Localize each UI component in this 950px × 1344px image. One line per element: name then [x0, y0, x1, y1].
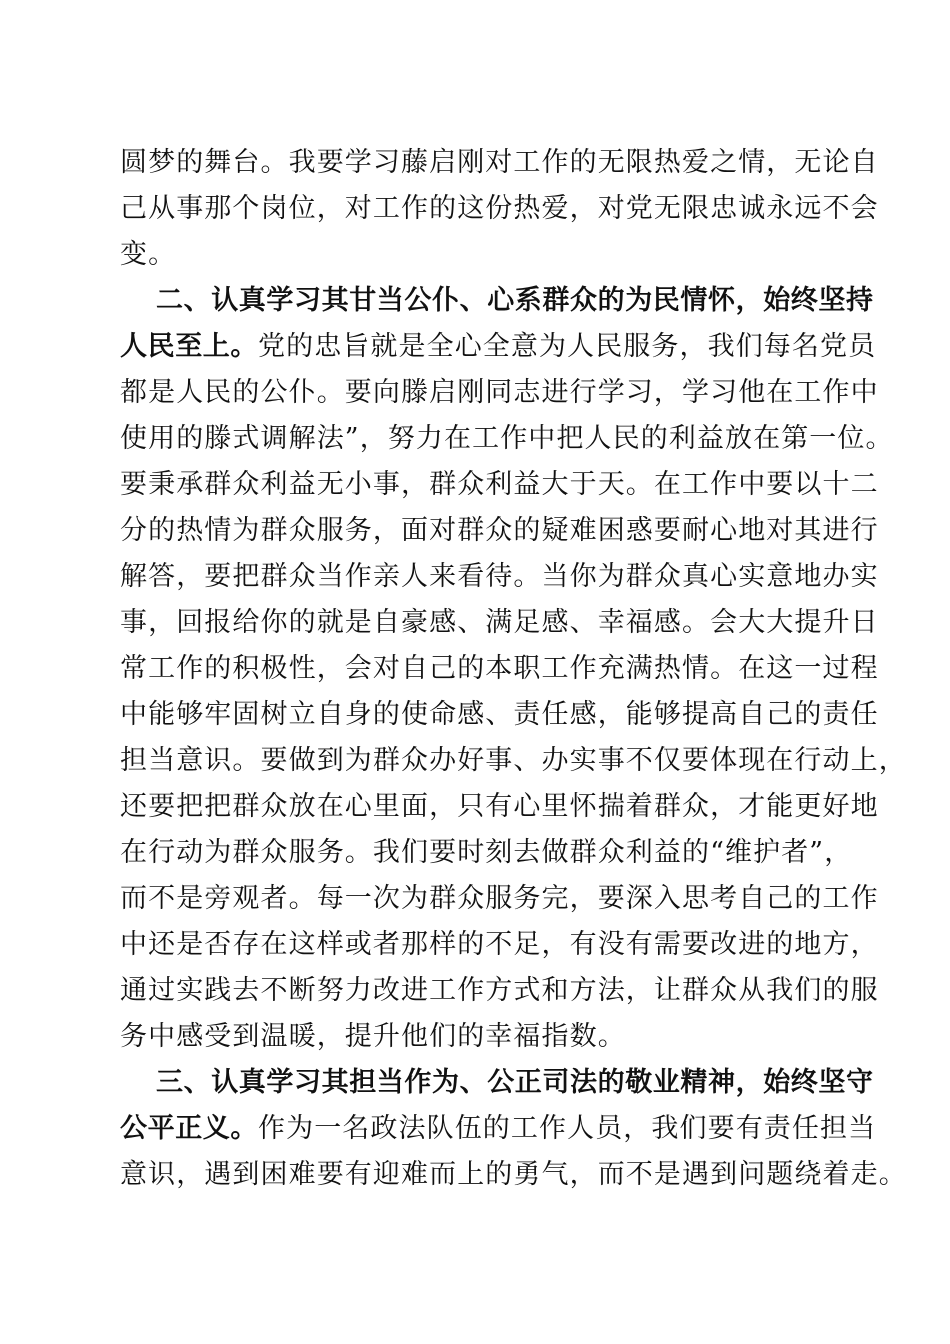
paragraph-line	[120, 554, 879, 600]
body-text: 分的热情为群众服务，面对群众的疑难困惑要耐心地对其进行	[120, 515, 879, 546]
paragraph-line	[120, 1152, 907, 1198]
paragraph-line	[120, 416, 894, 462]
body-text: 还要把把群众放在心里面，只有心里怀揣着群众，才能更好地	[120, 791, 879, 822]
section-heading-text: 公平正义。	[120, 1113, 258, 1144]
body-text: 担当意识。要做到为群众办好事、办实事不仅要体现在行动上，	[120, 745, 907, 776]
body-text: 事，回报给你的就是自豪感、满足感、幸福感。会大大提升日	[120, 607, 879, 638]
paragraph-line	[120, 508, 879, 554]
body-text: 通过实践去不断努力改进工作方式和方法，让群众从我们的服	[120, 975, 879, 1006]
body-text: 要秉承群众利益无小事，群众利益大于天。在工作中要以十二	[120, 469, 879, 500]
paragraph-line	[120, 324, 877, 370]
body-text: 使用的滕式调解法”，努力在工作中把人民的利益放在第一位。	[120, 423, 894, 454]
paragraph-line	[120, 784, 879, 830]
paragraph-line	[120, 692, 879, 738]
paragraph-line	[120, 1106, 877, 1152]
paragraph-line	[120, 186, 879, 232]
section-heading-line	[156, 1060, 876, 1106]
paragraph-line	[120, 232, 840, 278]
section-heading-line	[156, 278, 876, 324]
body-text: 解答，要把群众当作亲人来看待。当你为群众真心实意地办实	[120, 561, 879, 592]
paragraph-line	[120, 922, 879, 968]
section-heading-text: 人民至上。	[120, 331, 258, 362]
body-text: 变。	[120, 239, 177, 270]
paragraph-line	[120, 462, 879, 508]
paragraph-line	[120, 600, 879, 646]
body-text: 在行动为群众服务。我们要时刻去做群众利益的“维护者”，	[120, 837, 853, 868]
paragraph-line	[120, 370, 879, 416]
section-heading-text: 三、认真学习其担当作为、公正司法的敬业精神，始终坚守	[156, 1067, 874, 1098]
body-text: 中还是否存在这样或者那样的不足，有没有需要改进的地方，	[120, 929, 879, 960]
paragraph-line	[120, 876, 879, 922]
body-text: 意识，遇到困难要有迎难而上的勇气，而不是遇到问题绕着走。	[120, 1159, 907, 1190]
body-text: 作为一名政法队伍的工作人员，我们要有责任担当	[258, 1113, 877, 1144]
body-text: 常工作的积极性，会对自己的本职工作充满热情。在这一过程	[120, 653, 879, 684]
body-text: 圆梦的舞台。我要学习藤启刚对工作的无限热爱之情，无论自	[120, 147, 879, 178]
body-text: 而不是旁观者。每一次为群众服务完，要深入思考自己的工作	[120, 883, 879, 914]
paragraph-line	[120, 968, 879, 1014]
body-text: 都是人民的公仆。要向滕启刚同志进行学习，学习他在工作中	[120, 377, 879, 408]
body-text: 党的忠旨就是全心全意为人民服务，我们每名党员	[258, 331, 877, 362]
body-text: 务中感受到温暖，提升他们的幸福指数。	[120, 1021, 626, 1052]
paragraph-line	[120, 1014, 840, 1060]
body-text: 己从事那个岗位，对工作的这份热爱，对党无限忠诚永远不会	[120, 193, 879, 224]
paragraph-line	[120, 646, 879, 692]
paragraph-line	[120, 830, 853, 876]
body-text: 中能够牢固树立自身的使命感、责任感，能够提高自己的责任	[120, 699, 879, 730]
paragraph-line	[120, 140, 879, 186]
section-heading-text: 二、认真学习其甘当公仆、心系群众的为民情怀，始终坚持	[156, 285, 874, 316]
paragraph-line	[120, 738, 907, 784]
